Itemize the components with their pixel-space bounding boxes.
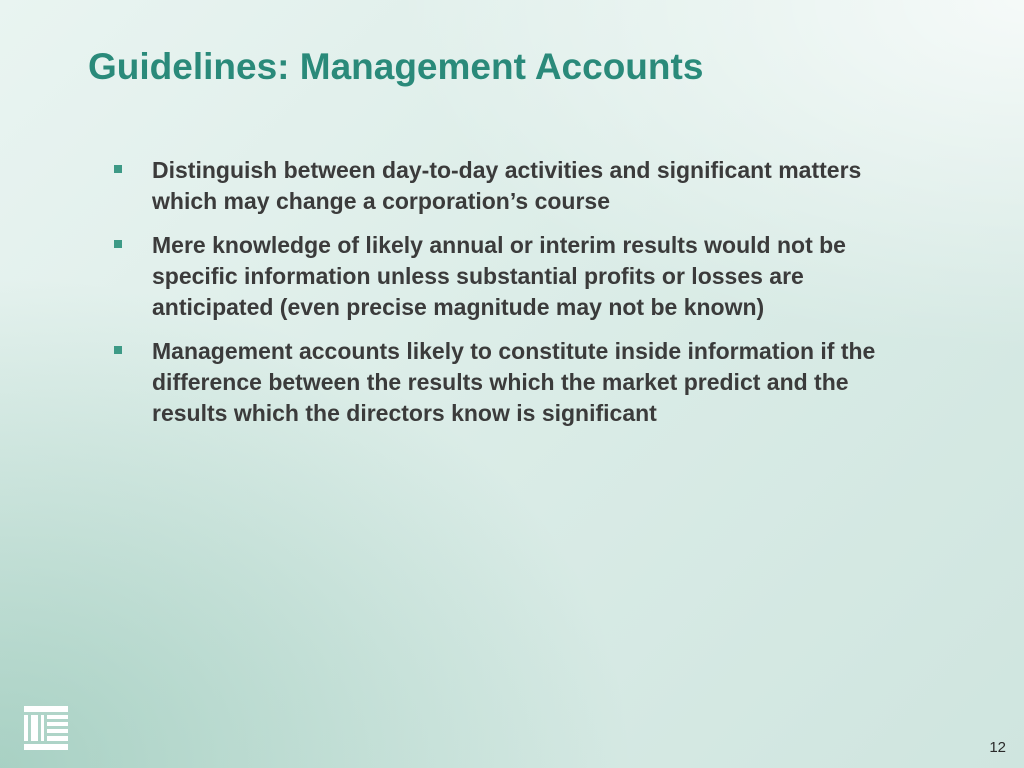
square-bullet-icon [114,165,122,173]
bullet-text: Distinguish between day-to-day activities and significant matters which may change a corporation’s course [152,157,862,214]
bullet-text: Mere knowledge of likely annual or interim results would not be specific information unless substantial profits or losses are anticipated (even precise magnitude may not be known) [152,232,846,320]
bullet-item [112,155,922,217]
bullet-item [112,230,922,323]
square-bullet-icon [114,240,122,248]
slide-title: Guidelines: Management Accounts [88,46,704,87]
bullet-list [112,155,922,442]
square-bullet-icon [114,346,122,354]
bullet-item [112,336,922,429]
bullet-text: Management accounts likely to constitute inside information if the difference between the results which the market predict and the results which the directors know is significant [152,338,876,426]
page-number: 12 [989,739,1006,756]
company-logo [24,706,68,750]
